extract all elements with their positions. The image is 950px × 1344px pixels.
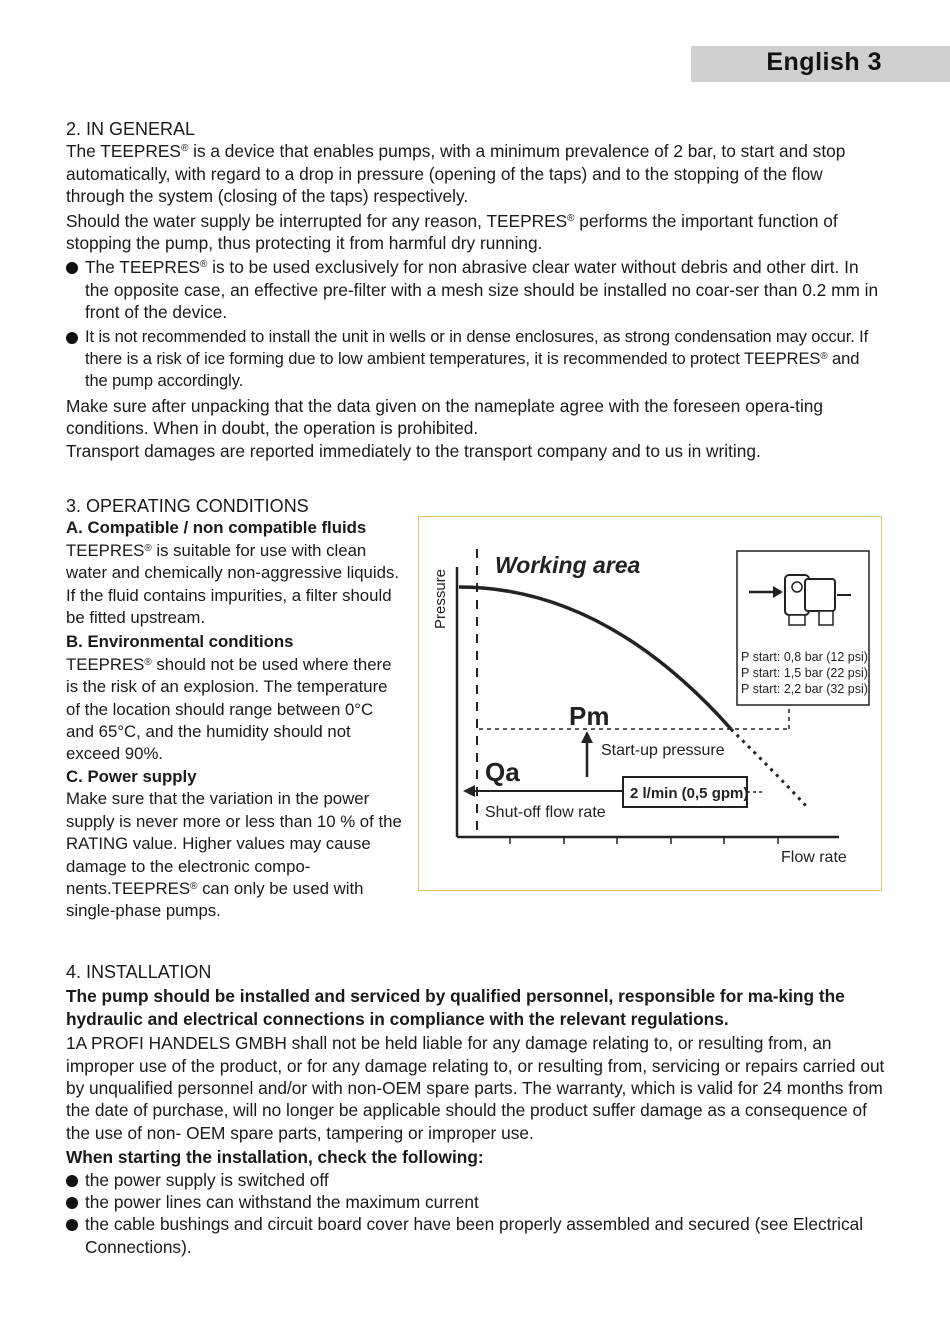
subsection-c-title: C. Power supply [66,766,197,786]
subsection-b-title: B. Environmental conditions [66,632,294,652]
section-operating-title: 3. OPERATING CONDITIONS [66,496,309,516]
bullet-icon [66,262,78,274]
general-bullet-2 [66,326,886,393]
check-item-3 [66,1213,886,1258]
text: the power supply is switched off [85,1169,329,1190]
page-header-label: English 3 [766,48,882,76]
text: should not be used where there is the risk of an explosion. The temperature of the location should range between 0°C and 65°C, and the humidity should not exceed 90%. [66,654,392,764]
section-general [66,118,886,462]
text: TEEPRES [66,540,145,560]
subsection-a-text [66,540,402,630]
registered-mark: ® [180,143,189,155]
registered-mark: ® [820,351,828,363]
general-paragraph-2 [66,210,886,255]
registered-mark: ® [199,259,208,271]
bullet-icon [66,1175,78,1187]
working-area-figure [418,516,882,891]
text: It is not recommended to install the unit in wells or in dense enclosures, as strong condensation may occur. If there is a risk of ice forming due to low ambient temperatures, it is recommended to protect TEEPRES [85,327,869,369]
general-paragraph-1 [66,140,886,207]
installation-warning: The pump should be installed and serviced by qualified personnel, responsible for ma-king the hydraulic and electrical connections in compliance with the relevant regulations. [66,986,845,1029]
text: performs the important function of stopping the pump, thus protecting it from harmful dry running. [66,210,838,254]
general-paragraph-4: Transport damages are reported immediately to the transport company and to us in writing. [66,440,761,461]
qa-label: Qa [485,757,520,787]
text: Make sure that the variation in the power supply is never more or less than 10 % of the RATING value. Higher values may cause damage to the electronic compo-nents.TEEPRES [66,789,402,898]
flow-rate-value: 2 l/min (0,5 gpm) [630,785,749,802]
x-axis-label: Flow rate [781,849,847,866]
pstart-line-1: P start: 0,8 bar (12 psi) [741,650,868,664]
shutoff-label: Shut-off flow rate [485,804,606,821]
subsection-a-title: A. Compatible / non compatible fluids [66,518,367,538]
bullet-icon [66,1219,78,1231]
section-installation [66,961,886,1258]
text: The TEEPRES [85,257,200,278]
check-item-2 [66,1191,886,1213]
general-paragraph-3: Make sure after unpacking that the data given on the nameplate agree with the foreseen opera-ting conditions. When in doubt, the operation is prohibited. [66,395,824,439]
text: The TEEPRES [66,141,181,162]
section-installation-title: 4. INSTALLATION [66,962,212,982]
text: and the pump accordingly. [85,350,860,391]
subsection-b-text [66,654,402,766]
installation-liability: 1A PROFI HANDELS GMBH shall not be held liable for any damage relating to, or resulting from, an improper use of the product, or for any damage relating to, or resulting from, servicing or repairs carried out by unqualified personnel and/or with non-OEM spare parts. The warranty, which is valid for 24 months from the date of purchase, will no longer be applicable should the product suffer damage as a consequence of the use of non- OEM spare parts, tampering or improper use. [66,1033,885,1143]
startup-label: Start-up pressure [601,742,725,759]
section-general-title: 2. IN GENERAL [66,119,196,139]
registered-mark: ® [190,880,198,892]
pstart-line-3: P start: 2,2 bar (32 psi) [741,682,868,696]
bullet-icon [66,1197,78,1209]
pm-label: Pm [569,701,610,731]
installation-check-title: When starting the installation, check the following: [66,1147,484,1168]
y-axis-label: Pressure [432,568,449,629]
working-area-title: Working area [495,552,641,578]
text: Should the water supply be interrupted for any reason, TEEPRES [66,210,568,231]
registered-mark: ® [144,542,152,554]
startup-arrow-head [581,731,593,743]
bullet-icon [66,332,78,344]
text: is suitable for use with clean water and chemically non-aggressive liquids. If the fluid contains impurities, a filter should be fitted upstream. [66,540,399,628]
check-item-1 [66,1169,886,1191]
text: can only be used with single-phase pumps. [66,878,364,921]
pstart-line-2: P start: 1,5 bar (22 psi) [741,666,868,680]
text: is to be used exclusively for non abrasive clear water without debris and other dirt. In the opposite case, an effective pre-filter with a mesh size should be installed no coar-ser than 0.2 mm in front of the device. [85,257,879,323]
text: the cable bushings and circuit board cover have been properly assembled and secured (see Electrical Connections). [85,1214,864,1257]
subsection-c-text [66,788,402,922]
registered-mark: ® [567,212,575,224]
text: is a device that enables pumps, with a minimum prevalence of 2 bar, to start and stop automatically, with regard to a drop in pressure (opening of the taps) and to the stopping of the flow through the system (closing of the taps) respectively. [66,141,846,207]
text: the power lines can withstand the maximum current [85,1192,479,1213]
registered-mark: ® [144,656,152,668]
section-operating [66,495,402,923]
working-area-diagram [419,517,883,892]
text: TEEPRES [66,654,145,674]
shutoff-arrow-head [463,785,475,797]
general-bullet-1 [66,256,886,323]
